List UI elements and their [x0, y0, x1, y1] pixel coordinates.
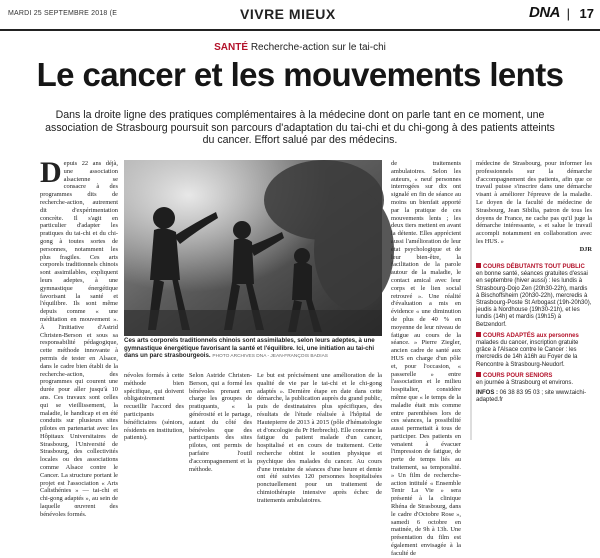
- body-column-6-text: médecine de Strasbourg, pour informer les professionnels sur la démarche d'accompagnement des patients, afin que ce travail puisse s'inscrire dans une démarche visant à améliorer l'épreuve de la maladie. Le doyen de la faculté de médecine de Strasbourg, Jean Sibilia, patron de tous les doyens de France, ne cache pas qu'il juge la démarche intéressante, « et salue le travail accompli notamment en collaboration avec les HUS. »: [476, 160, 592, 245]
- newspaper-logo: DNA: [529, 4, 560, 21]
- sidebar-divider: [470, 160, 472, 440]
- info-item-body: en journée à Strasbourg et environs.: [476, 380, 574, 387]
- info-item-title-text: COURS ADAPTÉS aux personnes: [483, 332, 579, 339]
- section-title: VIVRE MIEUX: [240, 6, 336, 22]
- info-item-title-text: COURS DÉBUTANTS TOUT PUBLIC: [483, 264, 585, 270]
- kicker-category: SANTÉ: [214, 42, 249, 53]
- drop-cap: D: [40, 156, 62, 189]
- body-column-3: Selon Astride Christen-Berson, qui a formé les bénévoles prenant en charge les groupes de pratiquants, « la générosité et le partage, autant du côté des bénévoles que des participants des sites pilotes, ont permis de parfaire l'outil d'accompagnement et la méthode.: [189, 372, 252, 473]
- body-column-2: névoles formés à cette méthode bien spécifique, qui doivent obligatoirement recueillir l'accord des participants bénéficiaires (séniors, résidents en institution, patients).: [124, 372, 184, 442]
- body-column-1-text: epuis 22 ans déjà, une association alsacienne se consacre à des programmes dits de recherche-action, autrement dit d'expérimentation concrète. Il s'agit en particulier d'adapter les pratiques du tai-chi et du chi-gong à toutes sortes de personnes, notamment les plus fragiles. Ces arts corporels traditionnels chinois sont assimilables, expliquent leurs adeptes, à une gymnastique énergétique favorisant la santé et l'équilibre. Ils sont même depuis comme « une méditation en mouvement ». À l'initiative d'Astrid Christen-Berson et sous sa responsabilité pédagogique, cette méthode innovante à permis de tester en Alsace, dans le cadre bien établi de la recherche-action, des programmes qui courent une durée pour aller jusqu'à 10 ans. Ces travaux sont celles qui se vieillissement, la maladie, le handicap et en été conduits sur plusieurs sites pilotes en partenariat avec les Hôpitaux Universitaires de Strasbourg, l'Université de Strasbourg, des collectivités locales ou des associations comme Alsace contre le Cancer. La structure portant le projet est l'association « Arts Calisthénies » — tai-chi et chi-gong adaptés », au sein de laquelle œuvrent des bénévoles formés.: [40, 160, 118, 518]
- practical-info-box: [476, 263, 592, 440]
- header-rule: [0, 29, 600, 31]
- info-label: INFOS :: [476, 390, 498, 397]
- info-item-title: [476, 332, 592, 340]
- body-column-4: Le but est précisément une amélioration de la qualité de vie par le tai-chi et le chi-gong adaptés ». Dernière étape en date dans cette démarche, la publication auprès du grand public, puis de destinataires plus spécifiques, des résultats de l'étude réalisée à l'hôpital de Hautepierre de 2013 à 2015 (pôle d'hématologie et d'oncologie du Pr Herbrecht). Elle concerne la fatigue du patient malade d'un cancer, hospitalisé et en cours de traitement. Cette recherche obtint le soutien physique et psychique des malades du cancer. Au cours d'une trentaine de séances d'une heure et demie ont été suivies 120 personnes hospitalisées ponctuellement pour un traitement de chimiothérapie intensive après échec de traitements ambulatoires.: [257, 372, 382, 504]
- tai-chi-photo-image: [124, 160, 382, 336]
- page-header: [0, 0, 600, 32]
- bullet-square-icon: [476, 332, 481, 337]
- header-divider: |: [566, 6, 570, 21]
- kicker-topic: Recherche-action sur le tai-chi: [250, 42, 386, 53]
- body-column-1: [40, 156, 118, 518]
- info-phone: 06 38 83 95 03 ;: [499, 390, 544, 397]
- info-item-body: malades du cancer, inscription gratuite grâce à l'Alsace contre le Cancer : les mercredis de 14h à16h au Foyer de la Rencontre à Strasbourg-Neudorf.: [476, 340, 579, 368]
- article-headline: Le cancer et les mouvements lents: [36, 56, 564, 93]
- body-column-5: de traitements ambulatoires. Selon les auteurs, « neuf personnes interrogées sur dix ont signalé en fin de séance au moins un bienfait apporté par la pratique de ces mouvements lents ; les deux tiers mettent en avant la détente. Elles apprécient aussi l'amélioration de leur état psychologique et de leur bien-être, la facilitation de la parole autour de la maladie, le contact amical avec leur corps et le lien social retrouvé ». Une réalité d'évaluation a mis en évidence « une diminution de plus de 40 % en moyenne de leur niveau de fatigue au cours de la séance. » Pierre Ziegler, ancien cadre de santé aux HUS en charge d'un pôle et, pour l'occasion, « passerelle » entre l'association et le milieu hospitalier, considère même que « le temps de la maladie était mis comme entre parenthèses lors de ces séances, la possibilité aussi permettait à tous de participer. Des patients en venaient à évacuer l'impression de fatigue, de perte de temps liés au traitement, sa temporalité. » Un film de recherche-action intitulé « Ensemble Tenir La Vie » sera présenté à la clinique Rhéna de Strasbourg, dans le cadre d'Octobre Rose », samedi 6 octobre en matinée, de 9h à 13h. Une présentation du film est également envisagée à la faculté de: [391, 160, 461, 557]
- photo-caption: [124, 337, 382, 361]
- bullet-square-icon: [476, 263, 481, 268]
- info-item-title: [476, 263, 592, 271]
- info-contact: [476, 390, 592, 404]
- author-signature: DJR: [579, 245, 592, 253]
- bullet-square-icon: [476, 372, 481, 377]
- caption-text: Ces arts corporels traditionnels chinois sont assimilables, selon leurs adeptes, à une gymnastique énergétique favorisant la santé et l'équilibre. Ici, une initiation au tai-chi dans un parc strasbourgeois.: [124, 337, 375, 360]
- article-lead: Dans la droite ligne des pratiques complémentaires à la médecine dont on parle tant en ce moment, une association de Strasbourg poursuit son parcours d'adaptation du tai-chi et du chi-gong à des patients atteints du cancer. Effort salué par des médecins.: [45, 109, 555, 147]
- info-item-body: en bonne santé, séances gratuites d'essai en septembre (hiver aussi) : les lundis à Strasbourg-Dojo Zen (20h30-22h), mardis à Bischoffsheim (20h30-22h), mercredis à Strasbourg-Poste St Arbogast (19h-20h30), jeudis à Nordhouse (19h30-21h), et les lundis (14h) et mardis (19h15) à Betzendorf.: [476, 271, 592, 328]
- list-item: [476, 372, 592, 387]
- list-item: [476, 332, 592, 369]
- page-number: 17: [579, 6, 594, 21]
- info-item-title-text: COURS POUR SENIORS: [483, 372, 553, 379]
- issue-date: MARDI 25 SEPTEMBRE 2018 (E: [8, 10, 118, 17]
- article-photo: [124, 160, 382, 336]
- photo-credit: PHOTO ARCHIVES DNA - JEAN-FRANÇOIS BADIAS: [212, 354, 328, 360]
- article-kicker: [0, 42, 600, 53]
- info-item-title: [476, 372, 592, 380]
- info-website[interactable]: site www.taichi-adapted.fr: [476, 390, 587, 404]
- list-item: [476, 263, 592, 329]
- body-column-6: [476, 160, 592, 258]
